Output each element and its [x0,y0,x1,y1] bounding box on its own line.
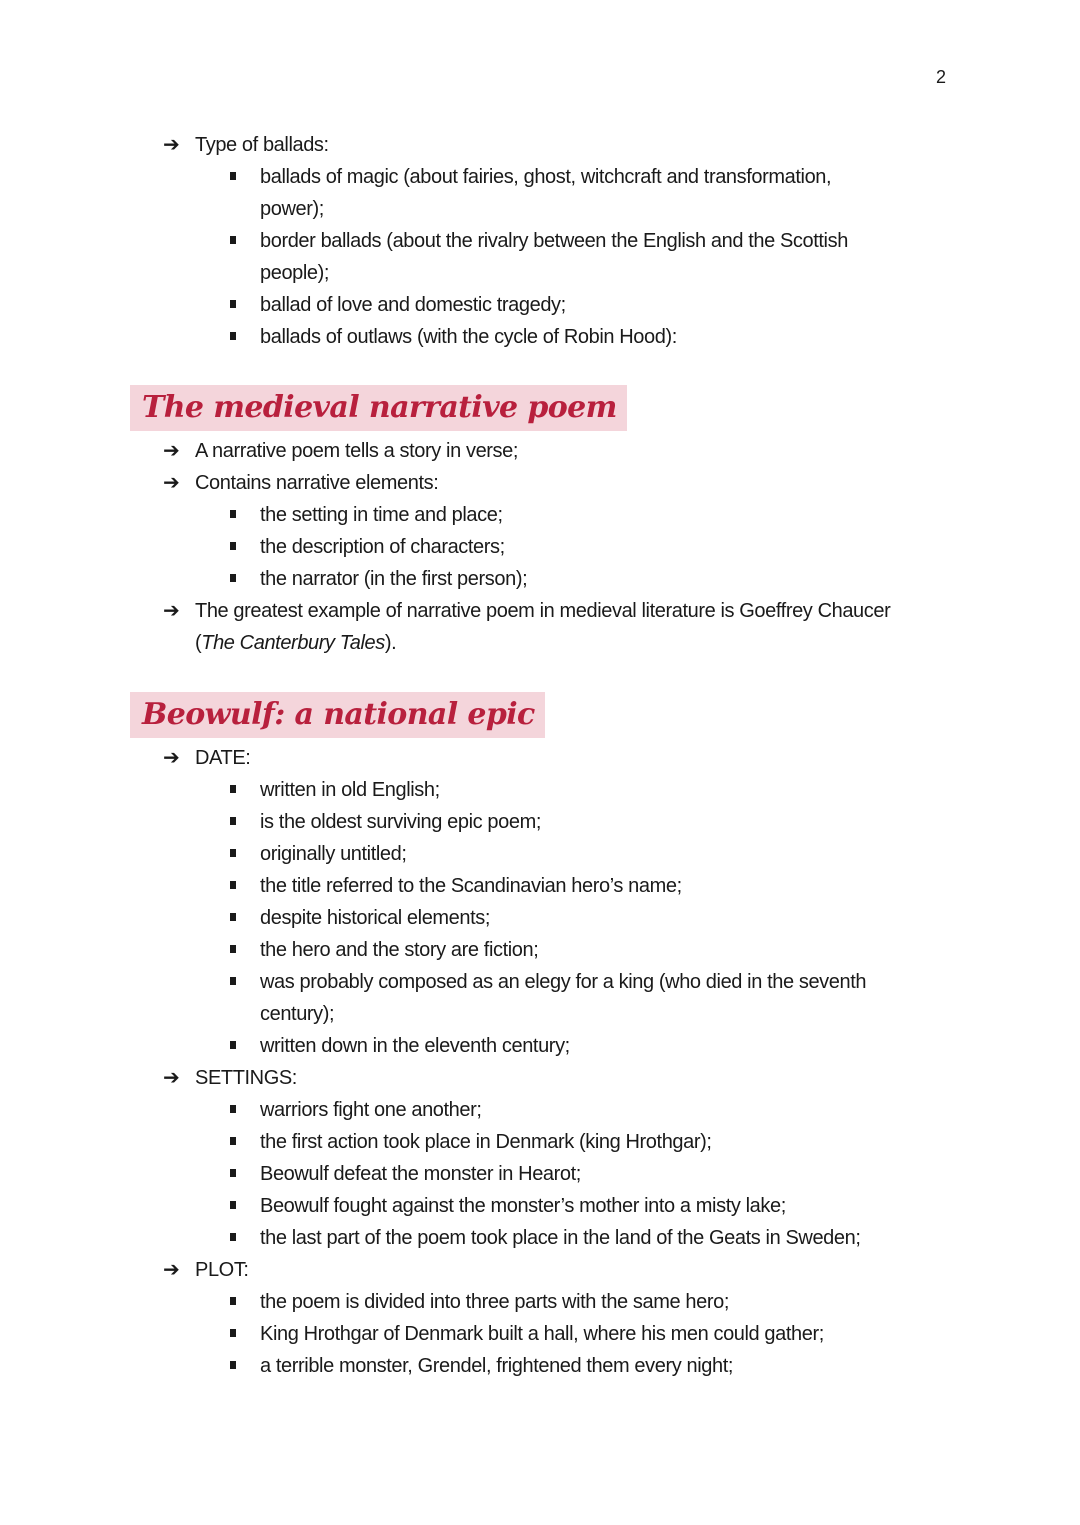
list-item: despite historical elements; [230,904,490,932]
arrow-right-icon: ➔ [163,134,180,156]
list-item: Beowulf fought against the monster’s mother into a misty lake; [230,1192,786,1220]
list-item-continuation: power); [260,198,324,220]
book-title: The Canterbury Tales [201,632,385,654]
list-item: King Hrothgar of Denmark built a hall, where his men could gather; [230,1320,824,1348]
narrative-point: ➔ Contains narrative elements: [163,469,438,497]
bullet-icon [230,1329,236,1337]
bullet-icon [230,817,236,825]
bullet-icon [230,236,236,244]
bullet-icon [230,542,236,550]
list-item: Beowulf defeat the monster in Hearot; [230,1160,581,1188]
bullet-icon [230,510,236,518]
list-item: ballad of love and domestic tragedy; [230,291,566,319]
list-item: the setting in time and place; [230,501,503,529]
list-item: the poem is divided into three parts with the same hero; [230,1288,729,1316]
narrative-point-continuation: (The Canterbury Tales). [195,632,397,654]
arrow-right-icon: ➔ [163,1067,180,1089]
bullet-icon [230,1041,236,1049]
list-item: originally untitled; [230,840,407,868]
list-item: ballads of outlaws (with the cycle of Robin Hood): [230,323,677,351]
bullet-icon [230,574,236,582]
arrow-right-icon: ➔ [163,440,180,462]
list-item: the hero and the story are fiction; [230,936,538,964]
bullet-icon [230,1361,236,1369]
list-item: warriors fight one another; [230,1096,482,1124]
list-item: the first action took place in Denmark (king Hrothgar); [230,1128,712,1156]
list-item: the description of characters; [230,533,505,561]
narrative-point: ➔ A narrative poem tells a story in verse; [163,437,518,465]
arrow-right-icon: ➔ [163,1259,180,1281]
list-item: a terrible monster, Grendel, frightened them every night; [230,1352,733,1380]
section-heading-beowulf: Beowulf: a national epic [130,692,545,738]
bullet-icon [230,945,236,953]
page-number: 2 [936,67,947,87]
bullet-icon [230,1169,236,1177]
bullet-icon [230,1297,236,1305]
bullet-icon [230,332,236,340]
bullet-icon [230,849,236,857]
list-item: the narrator (in the first person); [230,565,527,593]
bullet-icon [230,1137,236,1145]
list-item: the title referred to the Scandinavian hero’s name; [230,872,682,900]
bullet-icon [230,913,236,921]
beowulf-plot-label: ➔ PLOT: [163,1256,249,1284]
bullet-icon [230,977,236,985]
list-item: written down in the eleventh century; [230,1032,570,1060]
list-item-continuation: people); [260,262,330,284]
bullet-icon [230,1105,236,1113]
ballad-types-intro: ➔ Type of ballads: [163,131,329,159]
arrow-right-icon: ➔ [163,472,180,494]
list-item: written in old English; [230,776,440,804]
list-item: the last part of the poem took place in the land of the Geats in Sweden; [230,1224,861,1252]
section-heading-narrative-poem: The medieval narrative poem [130,385,627,431]
narrative-point: ➔ The greatest example of narrative poem in medieval literature is Goeffrey Chaucer [163,597,890,625]
list-item: ballads of magic (about fairies, ghost, witchcraft and transformation, [230,163,831,191]
bullet-icon [230,172,236,180]
bullet-icon [230,300,236,308]
list-item-continuation: century); [260,1003,335,1025]
bullet-icon [230,1233,236,1241]
list-item: was probably composed as an elegy for a king (who died in the seventh [230,968,866,996]
beowulf-settings-label: ➔ SETTINGS: [163,1064,297,1092]
bullet-icon [230,1201,236,1209]
arrow-right-icon: ➔ [163,600,180,622]
list-item: is the oldest surviving epic poem; [230,808,541,836]
list-item: border ballads (about the rivalry between the English and the Scottish [230,227,848,255]
beowulf-date-label: ➔ DATE: [163,744,250,772]
arrow-right-icon: ➔ [163,747,180,769]
bullet-icon [230,881,236,889]
bullet-icon [230,785,236,793]
